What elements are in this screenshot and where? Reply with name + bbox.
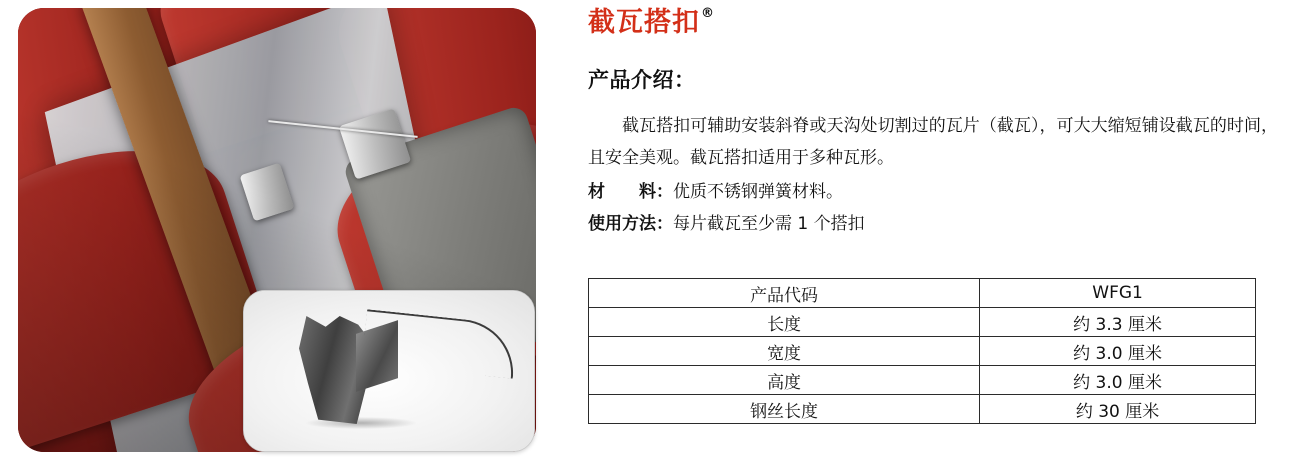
spec-value: 约 30 厘米: [980, 395, 1256, 424]
usage-label: 使用方法：: [588, 214, 673, 234]
table-row: [589, 308, 1256, 337]
material-line: [588, 178, 843, 206]
inset-product-photo: [243, 290, 535, 452]
usage-value: 每片截瓦至少需 1 个搭扣: [673, 214, 865, 234]
material-label: 材 料：: [588, 182, 673, 202]
spec-value: WFG1: [980, 279, 1256, 308]
registered-trademark-icon: ®: [701, 6, 714, 21]
spec-value: 约 3.3 厘米: [980, 308, 1256, 337]
spec-value: 约 3.0 厘米: [980, 366, 1256, 395]
material-value: 优质不锈钢弹簧材料。: [673, 182, 843, 202]
spec-label: 产品代码: [589, 279, 980, 308]
product-info-panel: [588, 0, 1288, 460]
product-title-row: [588, 8, 714, 38]
table-row: [589, 337, 1256, 366]
spec-label: 长度: [589, 308, 980, 337]
table-row: [589, 366, 1256, 395]
table-row: [589, 279, 1256, 308]
intro-heading: 产品介绍：: [588, 68, 696, 92]
table-row: [589, 395, 1256, 424]
spec-label: 钢丝长度: [589, 395, 980, 424]
spec-label: 宽度: [589, 337, 980, 366]
usage-line: [588, 210, 865, 238]
spec-value: 约 3.0 厘米: [980, 337, 1256, 366]
specification-table: [588, 278, 1256, 424]
intro-paragraph: 截瓦搭扣可辅助安装斜脊或天沟处切割过的瓦片（截瓦），可大大缩短铺设截瓦的时间，且安全美观。截瓦搭扣适用于多种瓦形。: [588, 116, 1278, 168]
product-title: 截瓦搭扣: [588, 7, 700, 38]
spec-label: 高度: [589, 366, 980, 395]
